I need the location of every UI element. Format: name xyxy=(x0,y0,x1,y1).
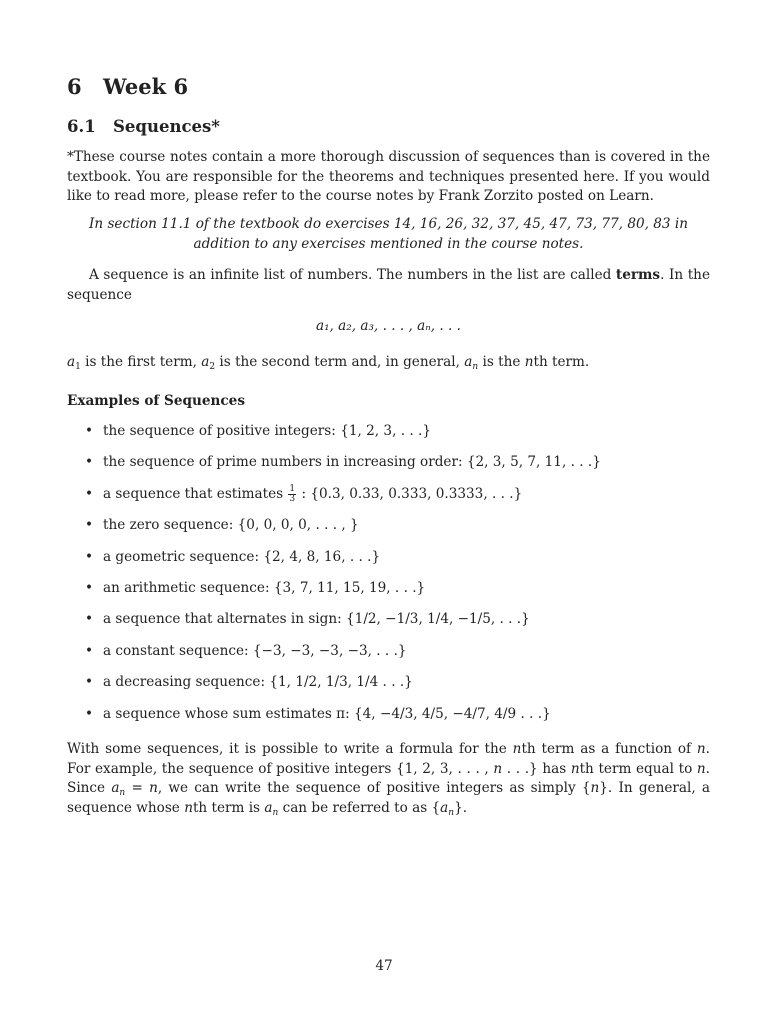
terms-keyword: terms xyxy=(615,267,661,283)
chapter-title: Week 6 xyxy=(103,74,189,99)
list-item: • a sequence that alternates in sign: {1/2, −1/3, 1/4, −1/5, . . .} xyxy=(67,609,710,640)
list-item: • a constant sequence: {−3, −3, −3, −3, . . .} xyxy=(67,641,710,672)
list-item: • a decreasing sequence: {1, 1/2, 1/3, 1/4 . . .} xyxy=(67,672,710,703)
list-item: • a geometric sequence: {2, 4, 8, 16, . . .} xyxy=(67,547,710,578)
list-item: • the zero sequence: {0, 0, 0, 0, . . . , } xyxy=(67,515,710,546)
example-value: {3, 7, 11, 15, 19, . . .} xyxy=(273,579,426,596)
list-item: • the sequence of positive integers: {1, 2, 3, . . .} xyxy=(67,421,710,452)
example-value: {1, 2, 3, . . .} xyxy=(340,423,431,439)
section-title: Sequences* xyxy=(113,117,220,136)
example-value: {−3, −3, −3, −3, . . .} xyxy=(252,642,407,659)
example-value: {0, 0, 0, 0, . . . , } xyxy=(237,517,359,534)
closing-paragraph: With some sequences, it is possible to write a formula for the nth term as a function of n. For example, the sequence of positive integers {1, 2, 3, . . . , n . . .} has nth term equal to n. Since $a_n = n$, we can write the sequence of positive integers as simply {n}. In general, a sequence whose nth term is $a_n$ can be referred to as $\{a_n\}$. xyxy=(67,741,710,818)
course-note: *These course notes contain a more thorough discussion of sequences than is covered in the textbook. You are responsible for the theorems and techniques presented here. If you would like to read more, please refer to the course notes by Frank Zorzito posted on Learn. xyxy=(67,149,710,204)
section-number: 6.1 xyxy=(67,117,96,136)
list-item: • a sequence that estimates $\frac{1}{3}$ : {0.3, 0.33, 0.333, 0.3333, . . .} xyxy=(67,484,710,515)
list-item: • an arithmetic sequence: {3, 7, 11, 15, 19, . . .} xyxy=(67,578,710,609)
terms-sentence: $a_1$ is the first term, $a_2$ is the second term and, in general, $a_n$ is the nth term. xyxy=(67,354,590,372)
intro-text-end: . In the sequence xyxy=(67,267,710,303)
display-sequence: a₁, a₂, a₃, . . . , aₙ, . . . xyxy=(315,318,462,334)
list-item: • the sequence of prime numbers in increasing order: {2, 3, 5, 7, 11, . . .} xyxy=(67,452,710,483)
examples-heading: Examples of Sequences xyxy=(67,393,245,409)
example-value: {2, 4, 8, 16, . . .} xyxy=(263,548,381,565)
assignment-text: In section 11.1 of the textbook do exercises 14, 16, 26, 32, 37, 45, 47, 73, 77, 80, 83 in addition to any exercises mentioned in the course notes. xyxy=(89,216,688,252)
fraction-one-third: $\frac{1}{3}$ xyxy=(289,483,296,504)
example-value: {2, 3, 5, 7, 11, . . .} xyxy=(466,454,601,471)
chapter-heading xyxy=(67,74,188,99)
example-value: {1, 1/2, 1/3, 1/4 . . .} xyxy=(269,674,413,691)
page-number: 47 xyxy=(375,958,393,974)
intro-text: A sequence is an infinite list of numbers. The numbers in the list are called xyxy=(89,267,616,283)
example-value: : {0.3, 0.33, 0.333, 0.3333, . . .} xyxy=(297,485,523,502)
section-heading xyxy=(67,117,220,136)
examples-list xyxy=(67,421,710,735)
intro-paragraph xyxy=(67,266,710,305)
list-item: • a sequence whose sum estimates π: {4, −4/3, 4/5, −4/7, 4/9 . . .} xyxy=(67,704,710,735)
chapter-number: 6 xyxy=(67,74,82,99)
example-value: {1/2, −1/3, 1/4, −1/5, . . .} xyxy=(346,611,530,628)
example-value: π: {4, −4/3, 4/5, −4/7, 4/9 . . .} xyxy=(336,705,551,722)
